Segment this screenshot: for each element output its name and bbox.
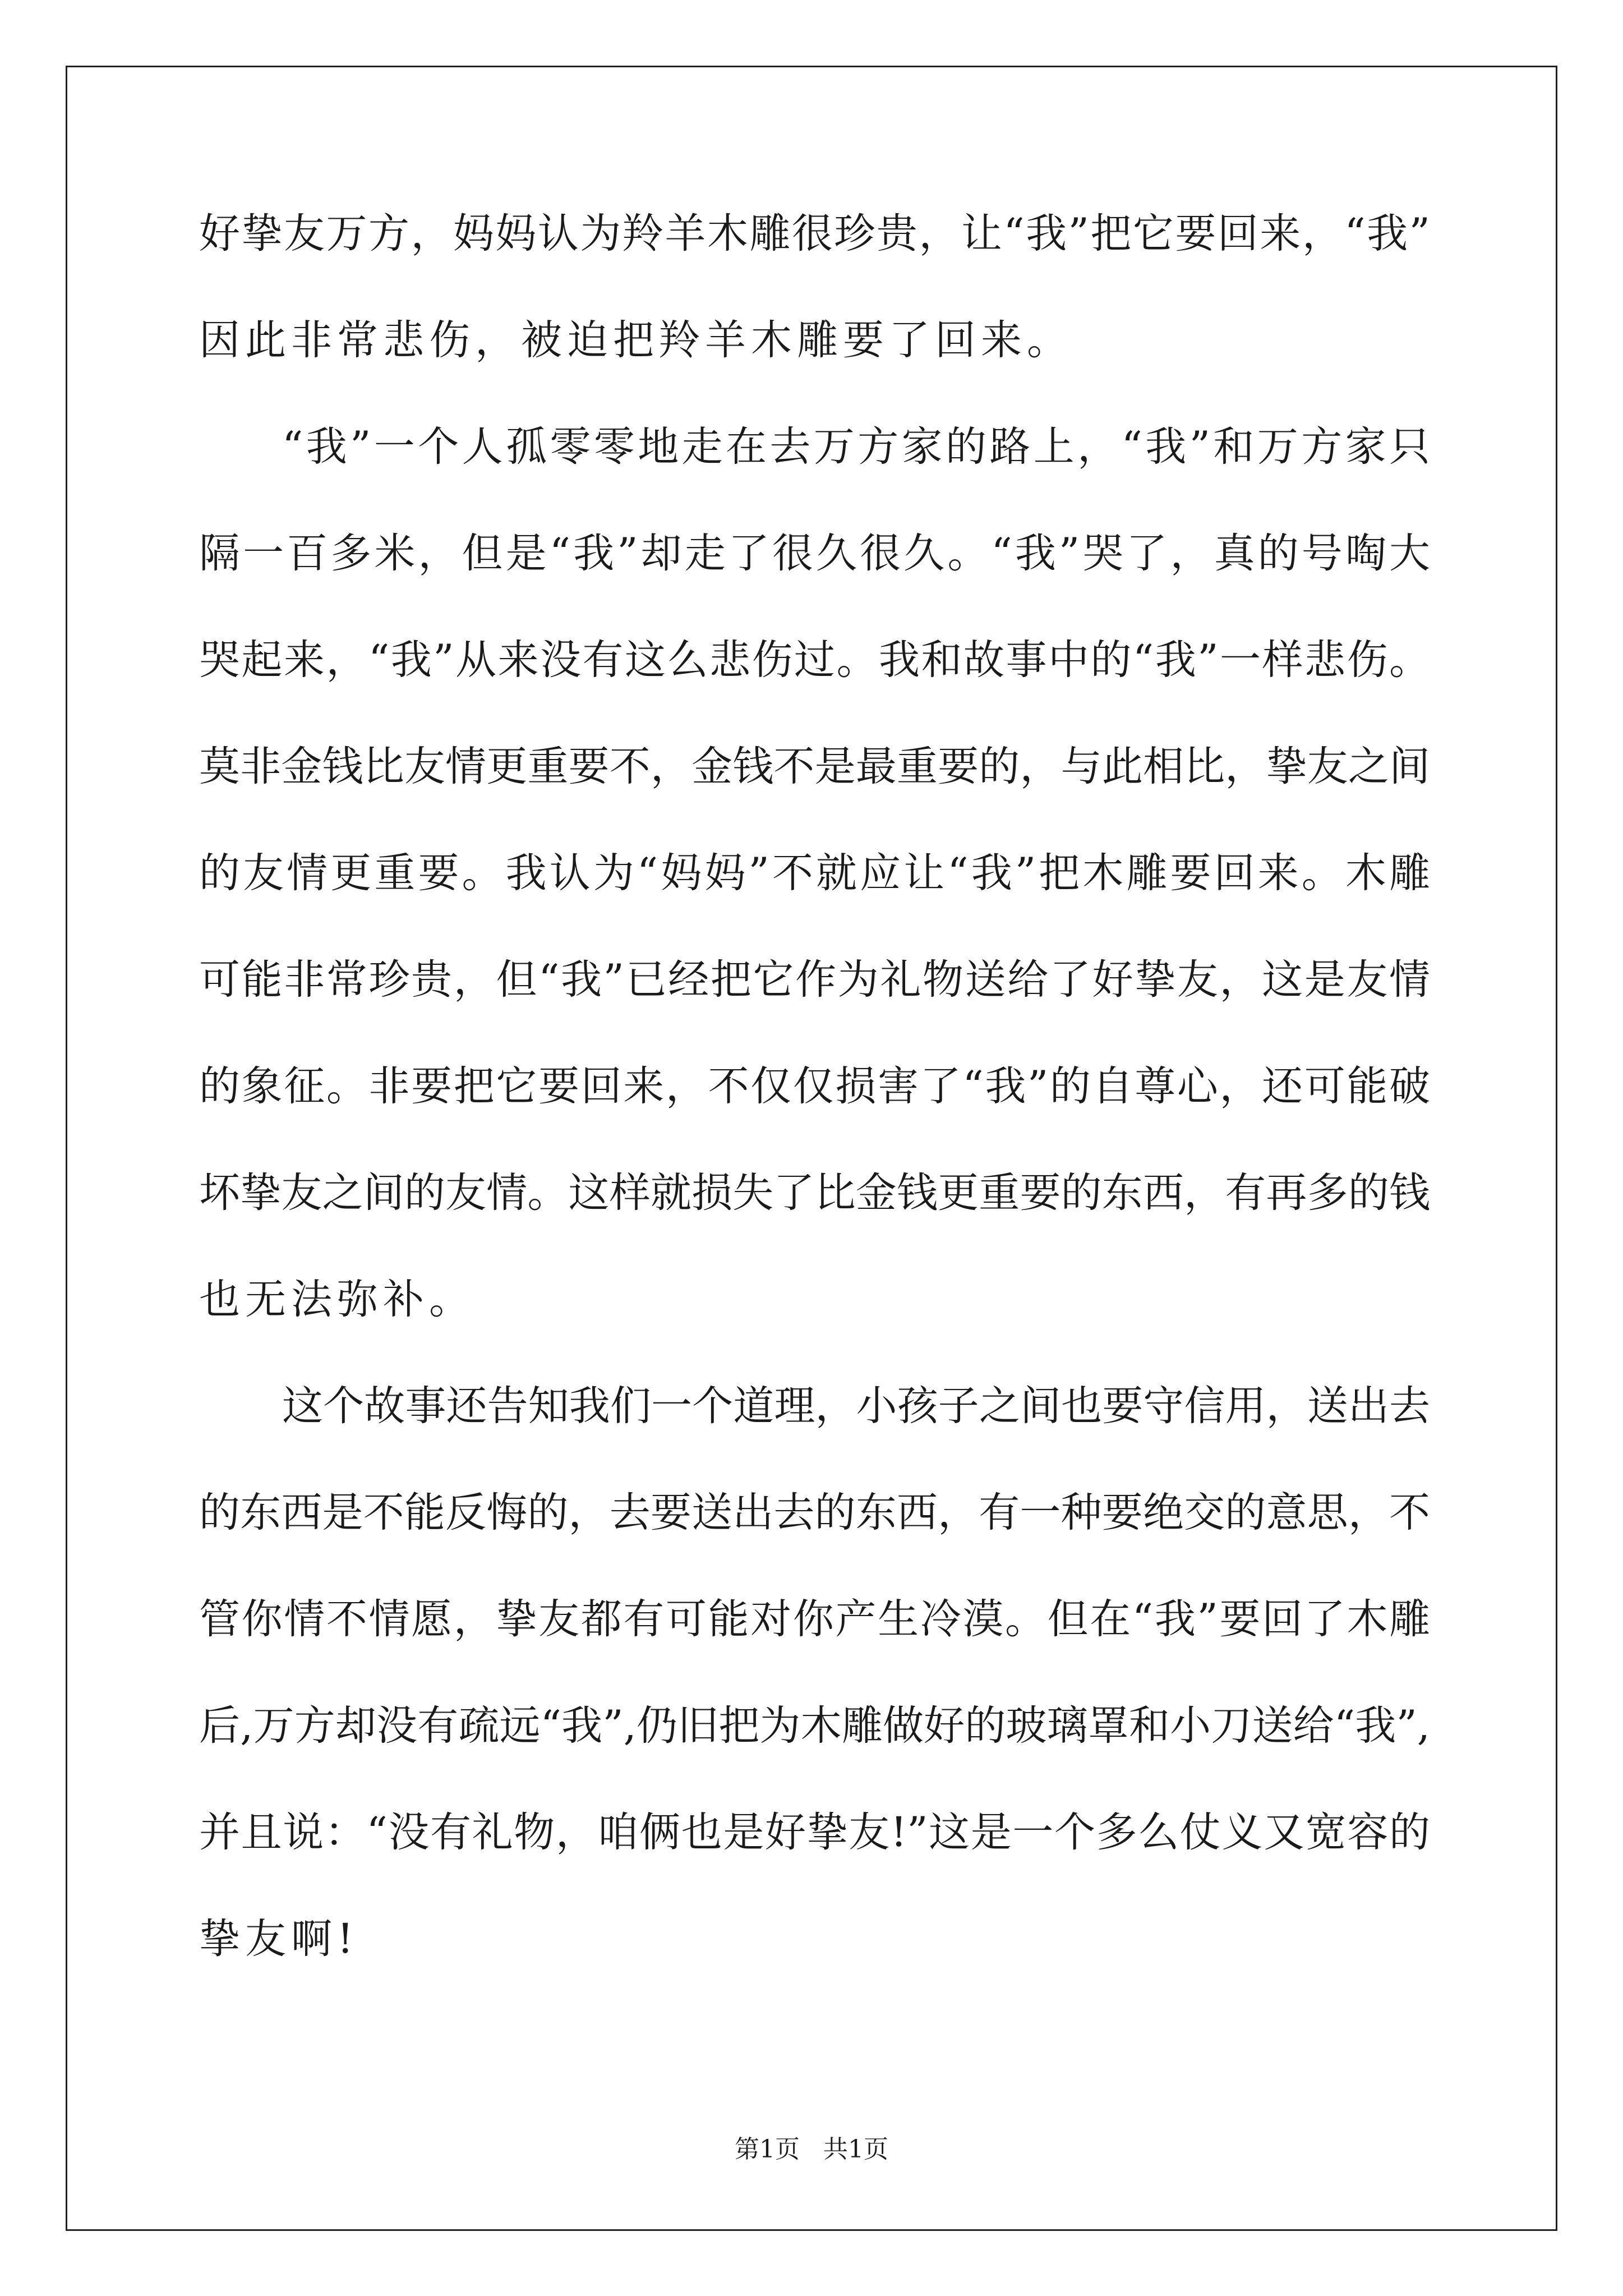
document-body <box>199 209 1430 2021</box>
text-line-6: 莫非金钱比友情更重要不，金钱不是最重要的，与此相比，挚友之间 <box>199 743 1430 790</box>
text-line-17: 挚友啊! <box>199 1915 359 1963</box>
text-line-11: 也无法弥补。 <box>199 1276 475 1323</box>
text-line-15: 后,万方却没有疏远“我”,仍旧把为木雕做好的玻璃罩和小刀送给“我”, <box>199 1702 1430 1750</box>
text-line-13: 的东西是不能反悔的，去要送出去的东西，有一种要绝交的意思，不 <box>199 1489 1430 1536</box>
text-line-4: 隔一百多米，但是“我”却走了很久很久。“我”哭了，真的号啕大 <box>199 530 1430 577</box>
text-line-12: 这个故事还告知我们一个道理，小孩子之间也要守信用，送出去 <box>282 1382 1430 1430</box>
text-line-2: 因此非常悲伤，被迫把羚羊木雕要了回来。 <box>199 316 1073 364</box>
text-line-3: “我”一个人孤零零地走在去万方家的路上，“我”和万方家只 <box>282 423 1430 471</box>
text-line-10: 坏挚友之间的友情。这样就损失了比金钱更重要的东西，有再多的钱 <box>199 1169 1430 1217</box>
text-line-14: 管你情不情愿，挚友都有可能对你产生冷漠。但在“我”要回了木雕 <box>199 1595 1430 1643</box>
text-line-1: 好挚友万方，妈妈认为羚羊木雕很珍贵，让“我”把它要回来，“我” <box>199 210 1430 257</box>
text-line-7: 的友情更重要。我认为“妈妈”不就应让“我”把木雕要回来。木雕 <box>199 849 1430 897</box>
text-line-5: 哭起来，“我”从来没有这么悲伤过。我和故事中的“我”一样悲伤。 <box>199 636 1430 684</box>
page-number-footer: 第1页 共1页 <box>735 2135 888 2164</box>
text-line-16: 并且说：“没有礼物，咱俩也是好挚友!”这是一个多么仗义又宽容的 <box>199 1809 1430 1856</box>
text-line-9: 的象征。非要把它要回来，不仅仅损害了“我”的自尊心，还可能破 <box>199 1062 1430 1110</box>
text-line-8: 可能非常珍贵，但“我”已经把它作为礼物送给了好挚友，这是友情 <box>199 956 1430 1004</box>
